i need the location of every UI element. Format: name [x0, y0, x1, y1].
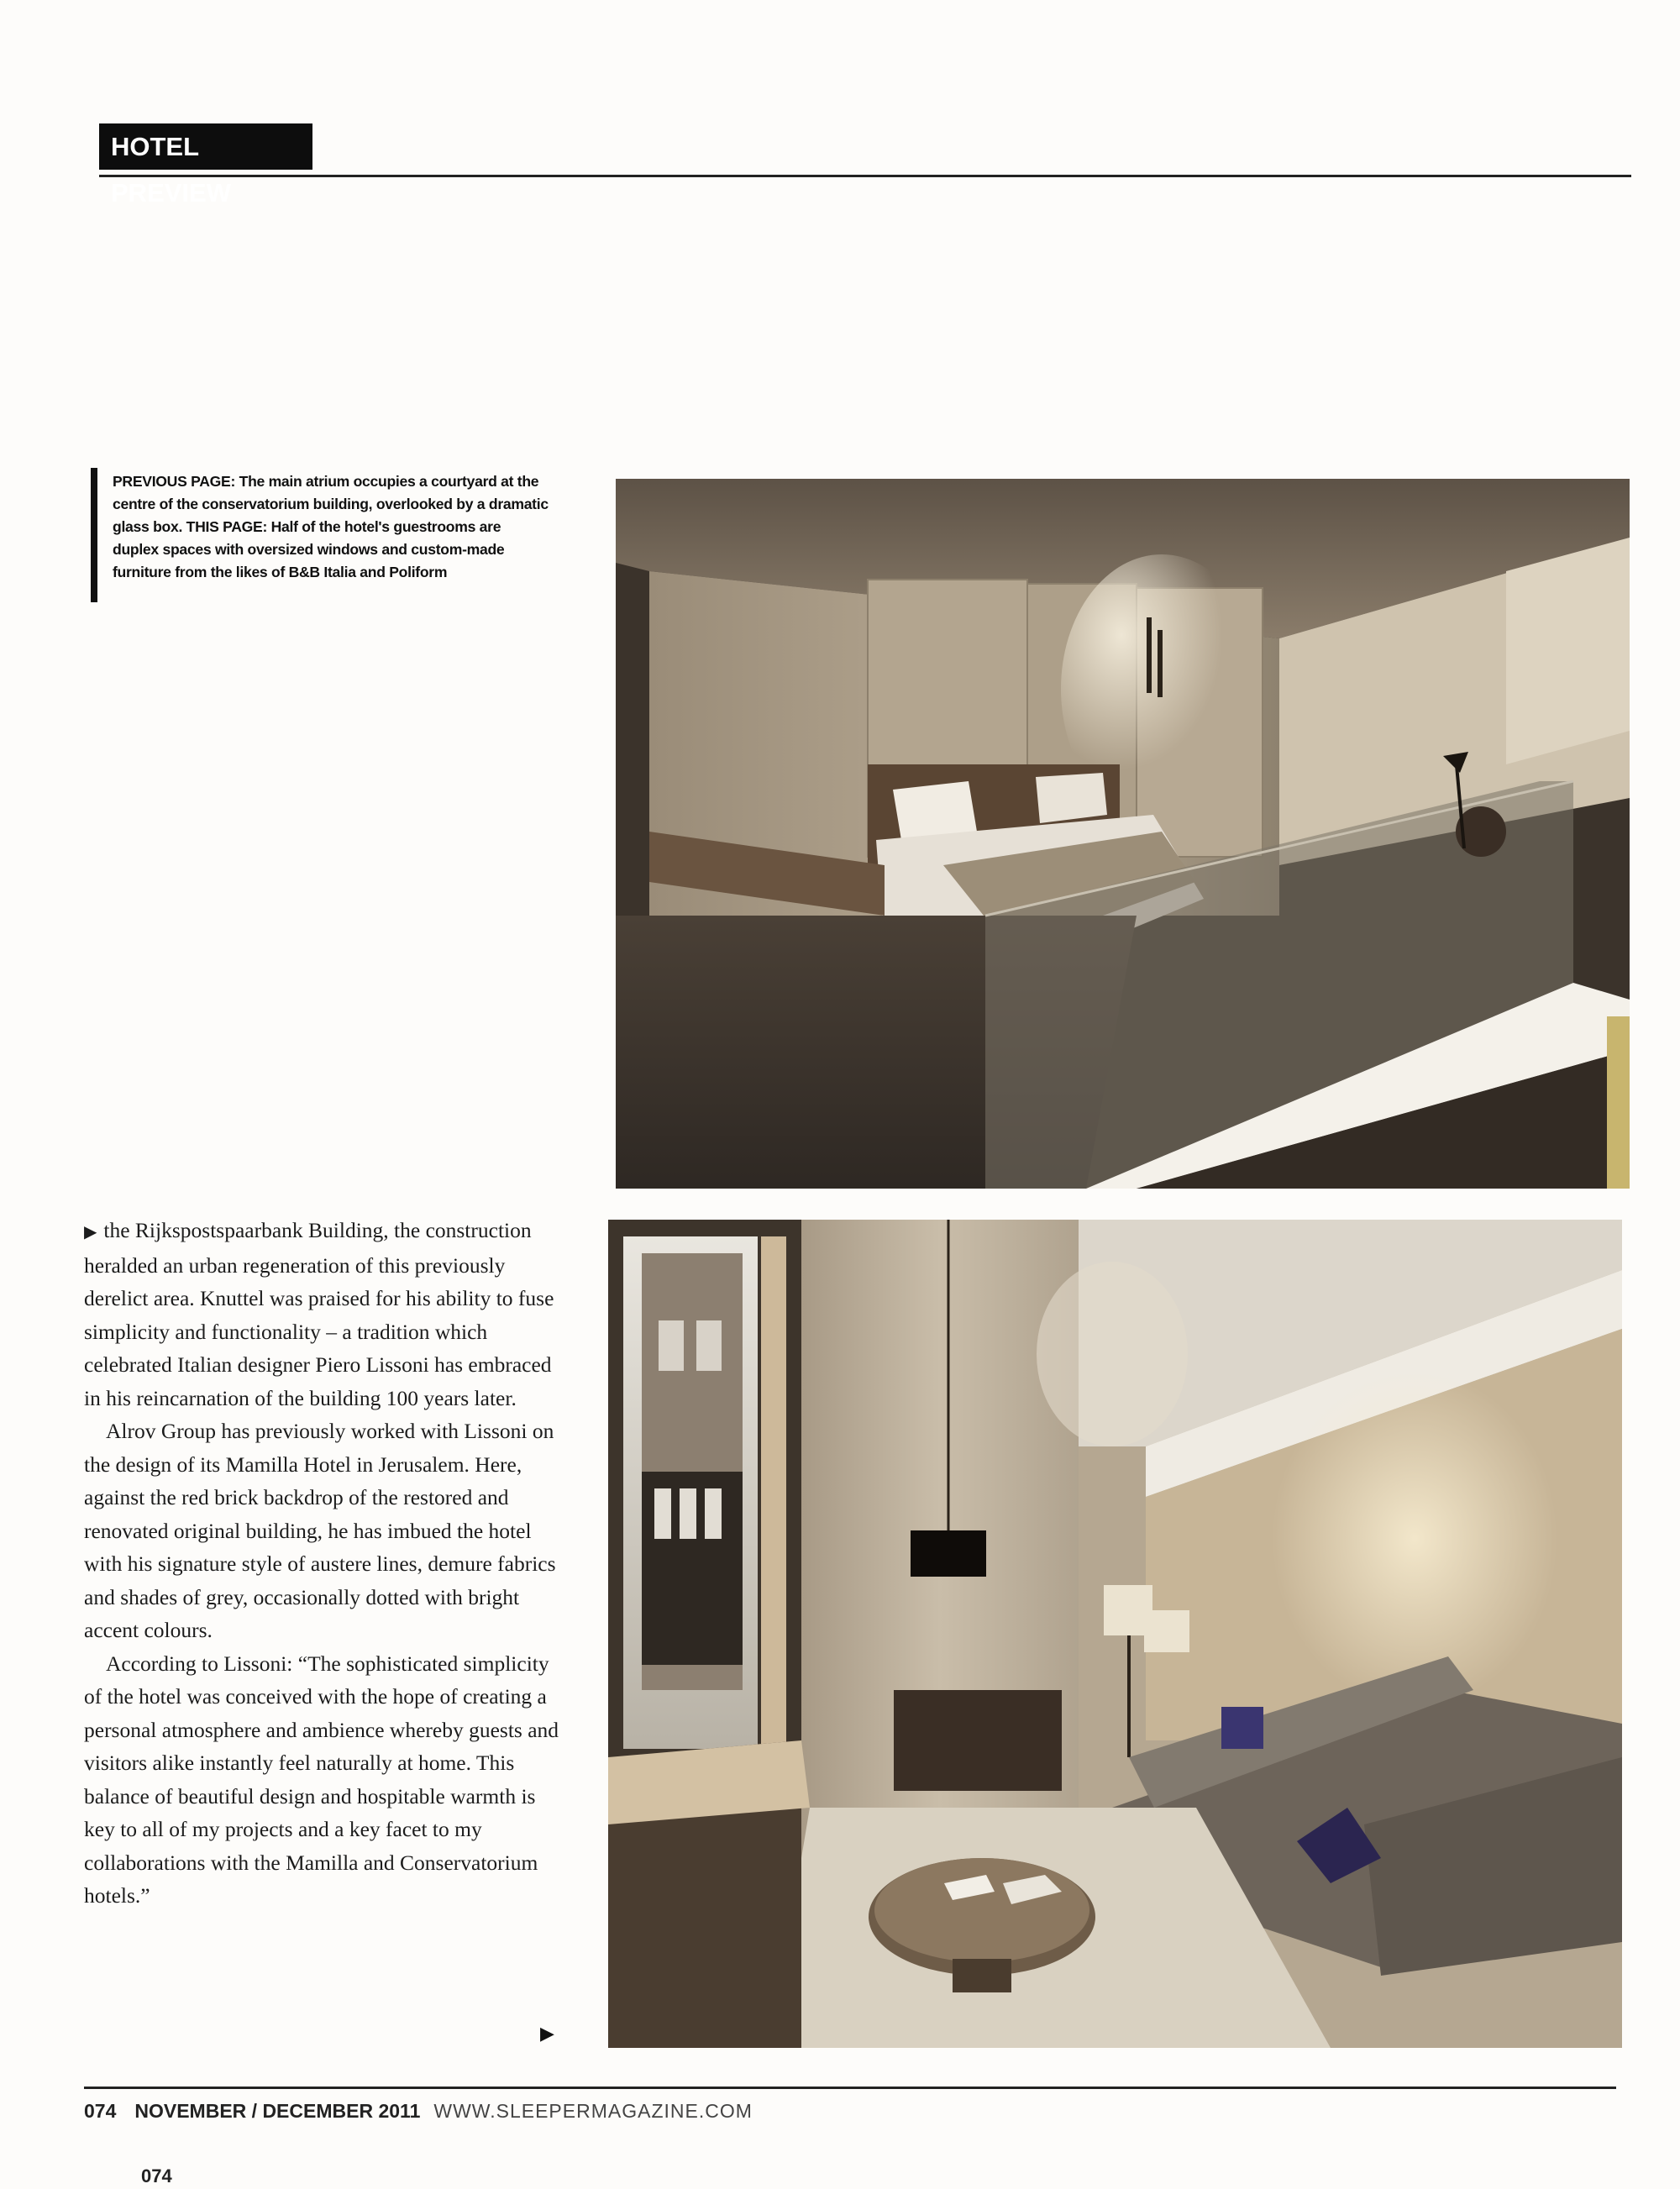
footer-rule	[84, 2087, 1616, 2089]
caption-bar	[91, 468, 97, 602]
article-body	[84, 1214, 571, 1913]
duplex-bedroom-photo	[616, 479, 1630, 1189]
body-paragraph-2: Alrov Group has previously worked with Lissoni on the design of its Mamilla Hotel in Jerusalem. Here, against the red brick backdrop of the restored and renovated original building, he has imbued the hotel with his signature style of austere lines, demure fabrics and shades of grey, occasionally dotted with bright accent colours.	[84, 1419, 556, 1642]
living-room-photo	[608, 1220, 1622, 2048]
body-paragraph-1	[84, 1214, 571, 1415]
body-paragraph-3: According to Lissoni: “The sophisticated simplicity of the hotel was conceived with the hope of creating a personal atmosphere and ambience whereby guests and visitors alike instantly feel naturally at home. This balance of beautiful design and hospitable warmth is key to all of my projects and a key facet to my collaborations with the Mamilla and Conservatorium hotels.”	[84, 1651, 559, 1908]
photo-caption	[113, 470, 549, 584]
caption-label-previous: PREVIOUS PAGE:	[113, 473, 236, 490]
lead-arrow-icon: ▶	[84, 1221, 97, 1241]
body-paragraph-1-text: the Rijkspostspaarbank Building, the construction heralded an urban regeneration of this previously derelict area. Knuttel was praised for his ability to fuse simplicity and functionality – a tradition which celebrated Italian designer Piero Lissoni has embraced in his reincarnation of the building 100 years later.	[84, 1218, 554, 1410]
continue-arrow-icon: ▶	[540, 2024, 554, 2045]
page-footer	[84, 2100, 753, 2123]
header-rule	[99, 175, 1631, 177]
section-tag: HOTEL PREVIEW	[99, 123, 312, 170]
caption-label-this: THIS PAGE:	[182, 518, 268, 535]
bottom-page-number: 074	[141, 2165, 172, 2186]
footer-issue: NOVEMBER / DECEMBER 2011	[134, 2100, 421, 2122]
caption-text-this: Half of the hotel's guestrooms are duplex spaces with oversized windows and custom-made furniture from the likes of B&B Italia and Poliform	[113, 518, 505, 580]
footer-page-number: 074	[84, 2100, 117, 2122]
footer-url[interactable]: WWW.SLEEPERMAGAZINE.COM	[433, 2100, 753, 2122]
caption-text-previous: The main atrium occupies a courtyard at the centre of the conservatorium building, overlooked by a dramatic glass box.	[113, 473, 549, 535]
